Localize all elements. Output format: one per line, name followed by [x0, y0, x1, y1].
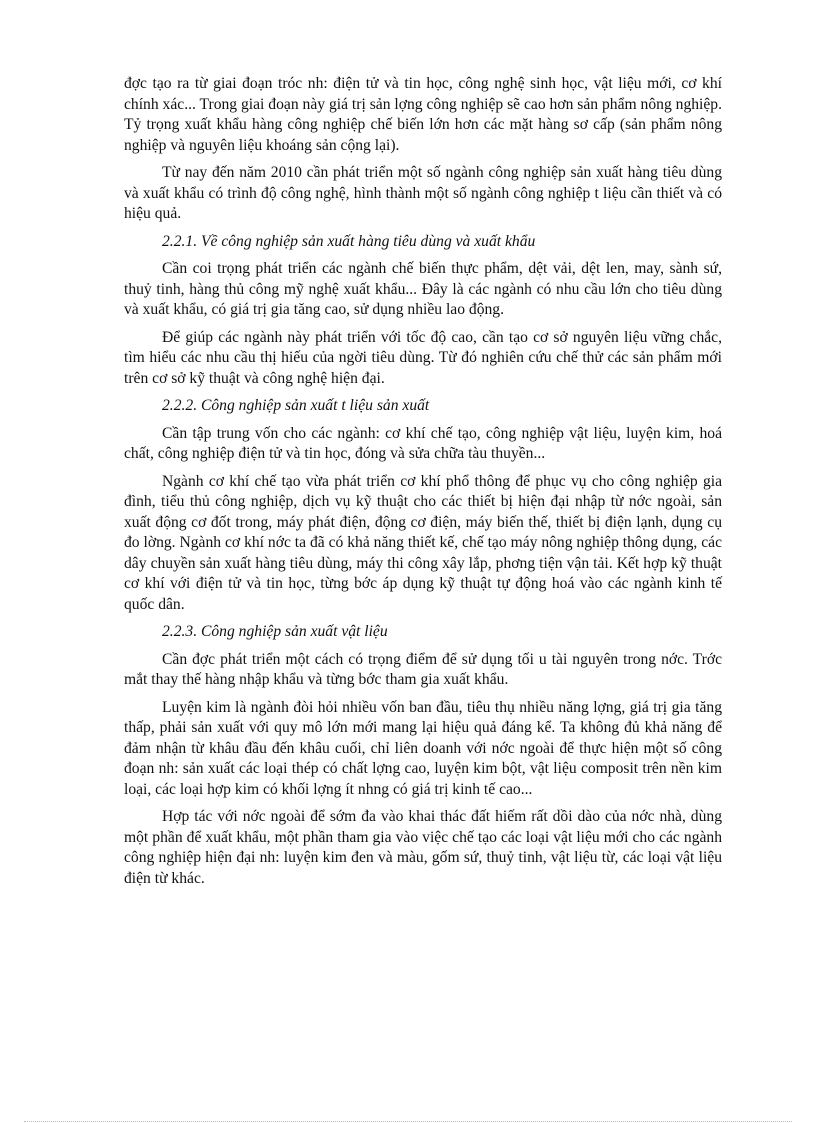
paragraph-mechanical-engineering: Ngành cơ khí chế tạo vừa phát triển cơ khí phổ thông để phục vụ cho công nghiệp gia đình, tiểu thủ công nghiệp, dịch vụ kỹ thuật cho các thiết bị hiện đại nhập từ nớc ngoài, sản xuất động cơ đốt trong, máy phát điện, động cơ điện, máy biến thế, thiết bị điện lạnh, dụng cụ đo lờng. Ngành cơ khí nớc ta đã có khả năng thiết kế, chế tạo máy nông nghiệp thông dụng, các dây chuyền sản xuất hàng tiêu dùng, máy thi công xây lắp, phơng tiện vận tải. Kết hợp kỹ thuật cơ khí với điện tử và tin học, từng bớc áp dụng kỹ thuật tự động hoá vào các ngành kinh tế quốc dân.: [124, 472, 722, 613]
paragraph-intro-continuation: đợc tạo ra từ giai đoạn tróc nh: điện tử và tin học, công nghệ sinh học, vật liệu mới, cơ khí chính xác... Trong giai đoạn này giá trị sản lợng công nghiệp sẽ cao hơn sản phẩm nông nghiệp. Tỷ trọng xuất khẩu hàng công nghiệp chế biến lớn hơn các mặt hàng sơ cấp (sản phẩm nông nghiệp và nguyên liệu khoáng sản cộng lại).: [124, 75, 722, 154]
section-heading-2-2-3: 2.2.3. Công nghiệp sản xuất vật liệu: [162, 623, 388, 640]
paragraph-consumer-goods: Cần coi trọng phát triển các ngành chế biến thực phẩm, dệt vải, dệt len, may, sành sứ, thuỷ tinh, hàng thủ công mỹ nghệ xuất khẩu... Đây là các ngành có nhu cầu lớn cho tiêu dùng và xuất khẩu, có giá trị gia tăng cao, sử dụng nhiều lao động.: [124, 260, 722, 318]
document-page: [124, 74, 722, 896]
section-heading-2-2-2: 2.2.2. Công nghiệp sản xuất t liệu sản xuất: [162, 397, 430, 414]
paragraph-cooperation: Hợp tác với nớc ngoài để sớm đa vào khai thác đất hiếm rất dồi dào của nớc nhà, dùng một phần để xuất khẩu, một phần tham gia vào việc chế tạo các loại vật liệu mới cho các ngành công nghiệp hiện đại nh: luyện kim đen và màu, gốm sứ, thuỷ tinh, vật liệu từ, các loại vật liệu điện từ khác.: [124, 808, 722, 887]
paragraph-capital-focus: Cần tập trung vốn cho các ngành: cơ khí chế tạo, công nghiệp vật liệu, luyện kim, hoá chất, công nghiệp điện tử và tin học, đóng và sửa chữa tàu thuyền...: [124, 424, 722, 462]
paragraph-growth-support: Để giúp các ngành này phát triển với tốc độ cao, cần tạo cơ sở nguyên liệu vững chắc, tìm hiểu các nhu cầu thị hiếu của ngời tiêu dùng. Từ đó nghiên cứu chế thử các sản phẩm mới trên cơ sở kỹ thuật và công nghệ hiện đại.: [124, 328, 722, 387]
paragraph-2010-plan: Từ nay đến năm 2010 cần phát triển một số ngành công nghiệp sản xuất hàng tiêu dùng và xuất khẩu có trình độ công nghệ, hình thành một số ngành công nghiệp t liệu cần thiết và có hiệu quả.: [124, 164, 722, 222]
paragraph-metallurgy: Luyện kim là ngành đòi hỏi nhiều vốn ban đầu, tiêu thụ nhiều năng lợng, giá trị gia tăng thấp, phải sản xuất với quy mô lớn mới mang lại hiệu quả đáng kể. Ta không đủ khả năng để đảm nhận từ khâu đầu đến khâu cuối, chỉ liên doanh với nớc ngoài để thực hiện một số công đoạn nh: sản xuất các loại thép có chất lợng cao, luyện kim bột, vật liệu composit trên nền kim loại, các loại hợp kim có khối lợng ít nhng có giá trị kinh tế cao...: [124, 698, 722, 798]
section-heading-2-2-1: 2.2.1. Về công nghiệp sản xuất hàng tiêu dùng và xuất khẩu: [162, 232, 536, 250]
page-bottom-divider: [24, 1121, 792, 1122]
paragraph-materials-development: Cần đợc phát triển một cách có trọng điểm để sử dụng tối u tài nguyên trong nớc. Trớc mắt thay thế hàng nhập khẩu và từng bớc tham gia xuất khẩu.: [124, 650, 722, 688]
